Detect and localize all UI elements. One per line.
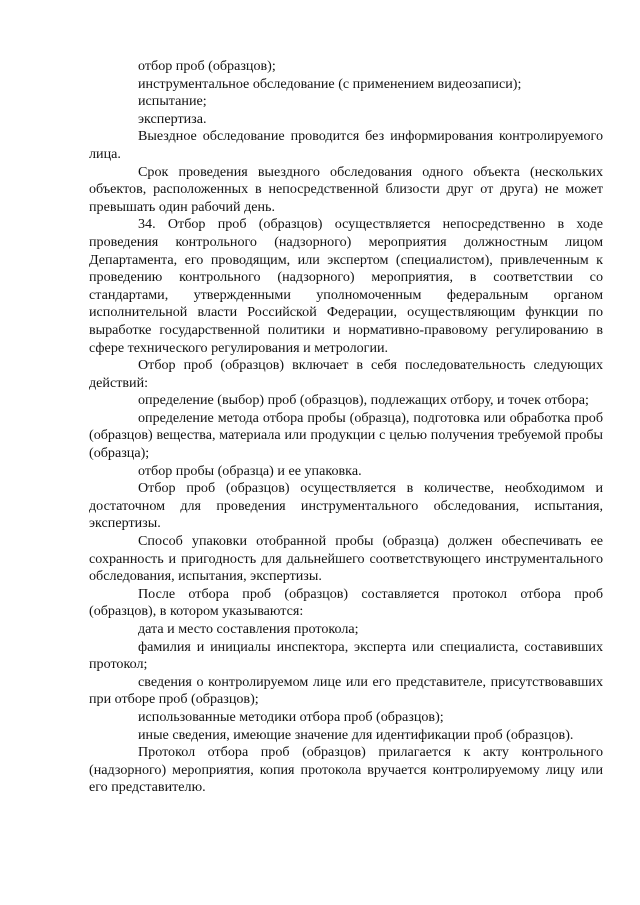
list-item-protocol-date-place: дата и место составления протокола; [138, 621, 359, 637]
list-item-controlled-person: сведения о контролируемом лице или его представителе, присутствовавших при отборе проб (образцов); [89, 673, 603, 708]
list-item-testing: испытание; [138, 93, 207, 110]
list-item-protocol-authors: фамилия и инициалы инспектора, эксперта или специалиста, составивших протокол; [89, 638, 603, 673]
list-item-sample-packing: отбор пробы (образца) и ее упаковка. [138, 462, 362, 479]
list-item-expertise: экспертиза. [138, 110, 207, 127]
list-item-instrumental-inspection: инструментальное обследование (с применением видеозаписи); [138, 75, 522, 92]
paragraph-section-34: 34. Отбор проб (образцов) осуществляется непосредственно в ходе проведения контрольного (надзорного) мероприятия должностным лицом Департамента, его проводящим, или экспертом (специалистом), привлеченным к проведению контрольного (надзорного) мероприятия, в соответствии со стандартами, утвержденными уполномоченным федеральным органом исполнительной власти Российской Федерации, осуществляющим функции по выработке государственной политики и нормативно-правовому регулированию в сфере технического регулирования и метрологии. [89, 216, 603, 356]
paragraph-protocol-attachment: Протокол отбора проб (образцов) прилагается к акту контрольного (надзорного) мероприятия, копия протокола вручается контролируемому лицу или его представителю. [89, 744, 603, 796]
paragraph-field-inspection: Выездное обследование проводится без информирования контролируемого лица. [89, 128, 603, 162]
list-item-sampling-method: определение метода отбора пробы (образца), подготовка или обработка проб (образцов) вещества, материала или продукции с целью получения требуемой пробы (образца); [89, 409, 603, 462]
paragraph-sampling-actions: Отбор проб (образцов) включает в себя последовательность следующих действий: [89, 357, 603, 391]
paragraph-sampling-quantity: Отбор проб (образцов) осуществляется в количестве, необходимом и достаточном для проведения инструментального обследования, испытания, экспертизы. [89, 480, 603, 532]
list-item-other-information: иные сведения, имеющие значение для идентификации проб (образцов). [138, 726, 574, 743]
list-item-sample-selection: определение (выбор) проб (образцов), подлежащих отбору, и точек отбора; [138, 392, 589, 409]
list-item-sampling-methods-used: использованные методики отбора проб (образцов); [138, 708, 444, 725]
document-page [89, 58, 603, 797]
list-item-sampling: отбор проб (образцов); [138, 58, 276, 74]
paragraph-inspection-duration: Срок проведения выездного обследования одного объекта (нескольких объектов, расположенных в непосредственной близости друг от друга) не может превышать один рабочий день. [89, 163, 603, 215]
paragraph-packing-method: Способ упаковки отобранной пробы (образца) должен обеспечивать ее сохранность и пригодность для дальнейшего соответствующего инструментального обследования, испытания, экспертизы. [89, 533, 603, 585]
paragraph-sampling-protocol: После отбора проб (образцов) составляется протокол отбора проб (образцов), в котором указываются: [89, 585, 603, 620]
